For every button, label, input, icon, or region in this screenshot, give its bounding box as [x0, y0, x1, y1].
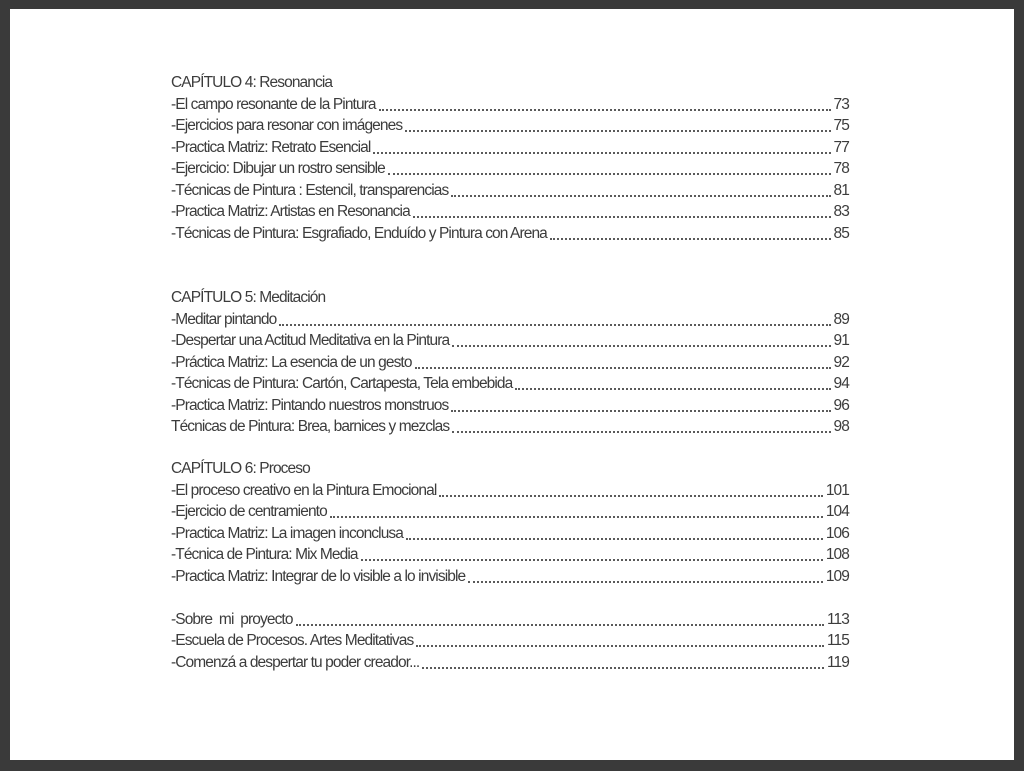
chapter-heading: CAPÍTULO 4: Resonancia [171, 74, 333, 91]
dot-leader [379, 95, 831, 115]
entry-page: 101 [825, 482, 849, 499]
entry-title: -Comenzá a despertar tu poder creador... [171, 654, 420, 671]
entry-title: -Ejercicio de centramiento [171, 503, 327, 520]
dot-leader [550, 224, 831, 244]
entry-page: 92 [833, 354, 849, 371]
entry-title: -El campo resonante de la Pintura [171, 96, 376, 113]
dot-leader [452, 417, 830, 437]
entry-page: 106 [825, 525, 849, 542]
toc-entry[interactable] [171, 610, 849, 630]
entry-title: -Técnicas de Pintura : Estencil, transparencias [171, 182, 449, 199]
entry-title: -Practica Matriz: La imagen inconclusa [171, 525, 403, 542]
dot-leader [330, 502, 823, 522]
toc-entry[interactable] [171, 353, 849, 373]
document-page [10, 9, 1014, 760]
dot-leader [452, 331, 830, 351]
toc-entry[interactable] [171, 310, 849, 330]
toc-entry[interactable] [171, 224, 849, 244]
toc-entry[interactable] [171, 331, 849, 351]
dot-leader [422, 653, 824, 673]
entry-page: 113 [826, 611, 849, 628]
dot-leader [405, 116, 830, 136]
entry-page: 119 [826, 654, 849, 671]
entry-title: -Sobre mi proyecto [171, 611, 293, 628]
toc-entry[interactable] [171, 631, 849, 651]
entry-title: -Ejercicios para resonar con imágenes [171, 117, 403, 134]
dot-leader [416, 631, 824, 651]
entry-title: -Meditar pintando [171, 311, 277, 328]
chapter-heading: CAPÍTULO 6: Proceso [171, 460, 310, 477]
entry-title: -Practica Matriz: Artistas en Resonancia [171, 203, 410, 220]
dot-leader [413, 202, 831, 222]
dot-leader [451, 396, 830, 416]
entry-page: 104 [825, 503, 849, 520]
toc-entry[interactable] [171, 95, 849, 115]
toc-entry[interactable] [171, 138, 849, 158]
entry-title: -Técnicas de Pintura: Cartón, Cartapesta, Tela embebida [171, 375, 513, 392]
toc-entry[interactable] [171, 159, 849, 179]
entry-page: 89 [833, 311, 849, 328]
toc-entry[interactable] [171, 481, 849, 501]
entry-page: 77 [833, 139, 849, 156]
entry-title: -El proceso creativo en la Pintura Emocional [171, 482, 437, 499]
entry-title: -Práctica Matriz: La esencia de un gesto [171, 354, 412, 371]
entry-page: 81 [833, 182, 849, 199]
toc-entry[interactable] [171, 202, 849, 222]
entry-page: 73 [833, 96, 849, 113]
dot-leader [515, 374, 830, 394]
toc-entry[interactable] [171, 374, 849, 394]
dot-leader [279, 310, 830, 330]
dot-leader [361, 545, 823, 565]
entry-page: 91 [833, 332, 849, 349]
toc-entry[interactable] [171, 653, 849, 673]
entry-title: -Técnica de Pintura: Mix Media [171, 546, 358, 563]
entry-title: -Técnicas de Pintura: Esgrafiado, Enduído y Pintura con Arena [171, 225, 547, 242]
entry-title: -Despertar una Actitud Meditativa en la Pintura [171, 332, 450, 349]
entry-title: -Ejercicio: Dibujar un rostro sensible [171, 160, 385, 177]
dot-leader [439, 481, 822, 501]
chapter-heading: CAPÍTULO 5: Meditación [171, 289, 326, 306]
toc-entry[interactable] [171, 545, 849, 565]
toc-entry[interactable] [171, 181, 849, 201]
entry-title: -Practica Matriz: Retrato Esencial [171, 139, 371, 156]
dot-leader [406, 524, 823, 544]
toc-entry[interactable] [171, 524, 849, 544]
entry-page: 78 [833, 160, 849, 177]
entry-page: 96 [833, 397, 849, 414]
entry-page: 98 [833, 418, 849, 435]
entry-title: Técnicas de Pintura: Brea, barnices y mezclas [171, 418, 450, 435]
entry-title: -Practica Matriz: Pintando nuestros monstruos [171, 397, 449, 414]
dot-leader [415, 353, 831, 373]
toc-entry[interactable] [171, 116, 849, 136]
toc-entry[interactable] [171, 567, 849, 587]
entry-title: -Escuela de Procesos. Artes Meditativas [171, 632, 414, 649]
entry-page: 109 [825, 568, 849, 585]
dot-leader [468, 567, 823, 587]
toc-entry[interactable] [171, 417, 849, 437]
entry-page: 115 [826, 632, 849, 649]
toc-entry[interactable] [171, 502, 849, 522]
dot-leader [296, 610, 824, 630]
entry-page: 108 [825, 546, 849, 563]
entry-page: 85 [833, 225, 849, 242]
dot-leader [373, 138, 830, 158]
dot-leader [388, 159, 831, 179]
entry-page: 75 [833, 117, 849, 134]
dot-leader [451, 181, 830, 201]
toc-entry[interactable] [171, 396, 849, 416]
entry-page: 94 [833, 375, 849, 392]
entry-page: 83 [833, 203, 849, 220]
entry-title: -Practica Matriz: Integrar de lo visible a lo invisible [171, 568, 466, 585]
